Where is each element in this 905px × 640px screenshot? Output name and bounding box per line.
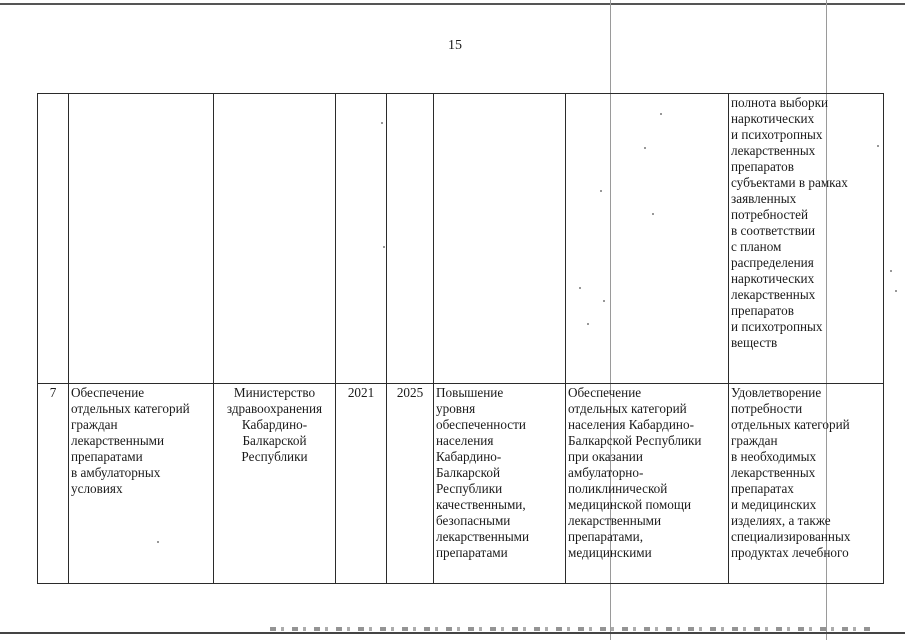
cell-year-start: 2021 (336, 384, 387, 584)
scan-speck (877, 145, 879, 147)
table-row (38, 94, 884, 384)
cell-indicator: Удовлетворение потребности отдельных категорий граждан в необходимых лекарственных препаратах и медицинских изделиях, а также специализированных продуктах лечебного (729, 384, 884, 584)
cell-year-start (336, 94, 387, 384)
cell-year-end (387, 94, 434, 384)
cell-link: Обеспечение отдельных категорий населения Кабардино- Балкарской Республики при оказании амбулаторно- поликлинической медицинской помощи лекарственными препаратами, медицинскими (566, 384, 729, 584)
scan-speck (587, 323, 589, 325)
measures-table (37, 93, 884, 584)
cell-link (566, 94, 729, 384)
scan-speck (895, 290, 897, 292)
page-number: 15 (448, 38, 462, 53)
bottom-scan-rule (0, 632, 905, 634)
scan-speck (603, 300, 605, 302)
scan-speck (381, 122, 383, 124)
cell-measure: Обеспечение отдельных категорий граждан лекарственными препаратами в амбулаторных условиях (69, 384, 214, 584)
cell-result: Повышение уровня обеспеченности населения Кабардино- Балкарской Республики качественными, безопасными лекарственными препаратами (434, 384, 566, 584)
scan-speck (890, 270, 892, 272)
cell-number (38, 94, 69, 384)
cell-year-end: 2025 (387, 384, 434, 584)
cell-executor: Министерство здравоохранения Кабардино- Балкарской Республики (214, 384, 336, 584)
cell-indicator: полнота выборки наркотических и психотропных лекарственных препаратов субъектами в рамках заявленных потребностей в соответствии с планом распределения наркотических лекарственных препаратов и психотропных веществ (729, 94, 884, 384)
table-row (38, 384, 884, 584)
scan-speck (644, 147, 646, 149)
scan-speck (652, 213, 654, 215)
cell-executor (214, 94, 336, 384)
cell-measure (69, 94, 214, 384)
scan-speck (157, 541, 159, 543)
cell-number: 7 (38, 384, 69, 584)
cell-result (434, 94, 566, 384)
bottom-scan-strip (270, 627, 870, 631)
scan-speck (600, 190, 602, 192)
top-scan-rule (0, 3, 905, 5)
scan-speck (383, 246, 385, 248)
scan-speck (579, 287, 581, 289)
scan-speck (660, 113, 662, 115)
